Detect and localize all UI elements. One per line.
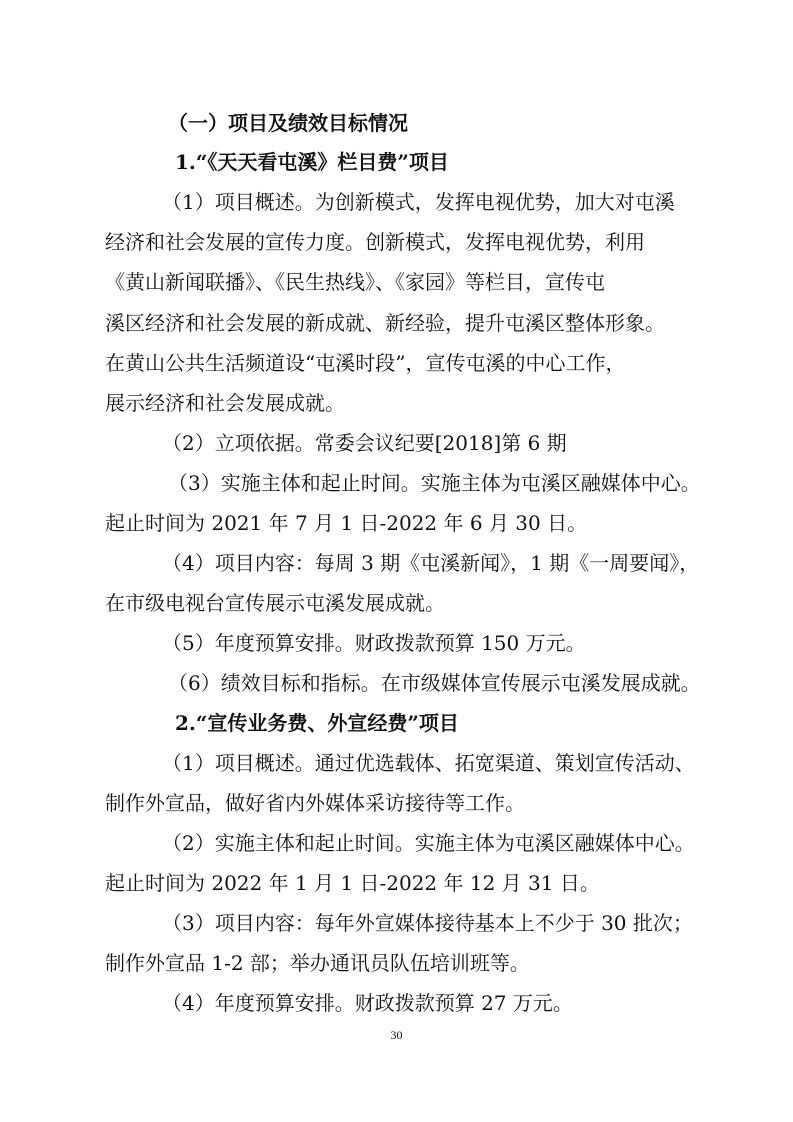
project2-subject-line: 起止时间为 2022 年 1 月 1 日-2022 年 12 月 31 日。 xyxy=(105,871,600,895)
project1-content-line: 在市级电视台宣传展示屯溪发展成就。 xyxy=(105,591,445,615)
project1-content-line: （4）项目内容：每周 3 期《屯溪新闻》，1 期《一周要闻》， xyxy=(162,551,700,575)
project1-overview-line: （1）项目概述。为创新模式，发挥电视优势，加大对屯溪 xyxy=(162,190,675,214)
project2-subject-line: （2）实施主体和起止时间。实施主体为屯溪区融媒体中心。 xyxy=(162,831,695,855)
project2-title: 2.“宣传业务费、外宣经费”项目 xyxy=(175,711,459,735)
project1-subject-line: 起止时间为 2021 年 7 月 1 日-2022 年 6 月 30 日。 xyxy=(105,511,588,535)
project1-overview-line: 溪区经济和社会发展的新成就、新经验，提升屯溪区整体形象。 xyxy=(105,311,665,335)
project2-content-line: （3）项目内容：每年外宣媒体接待基本上不少于 30 批次； xyxy=(162,911,693,935)
page-number: 30 xyxy=(390,1028,403,1042)
project1-subject-line: （3）实施主体和起止时间。实施主体为屯溪区融媒体中心。 xyxy=(168,471,701,495)
project1-title: 1.“《天天看屯溪》栏目费”项目 xyxy=(175,150,449,174)
project2-overview-line: 制作外宣品，做好省内外媒体采访接待等工作。 xyxy=(105,791,525,815)
project1-overview-line: 展示经济和社会发展成就。 xyxy=(105,391,345,415)
project1-basis: （2）立项依据。常委会议纪要[2018]第 6 期 xyxy=(162,431,567,455)
project1-overview-line: 《黄山新闻联播》、《民生热线》、《家园》等栏目，宣传屯 xyxy=(105,270,605,294)
project1-goal: （6）绩效目标和指标。在市级媒体宣传展示屯溪发展成就。 xyxy=(168,671,701,695)
project2-overview-line: （1）项目概述。通过优选载体、拓宽渠道、策划宣传活动、 xyxy=(162,751,695,775)
project1-overview-line: 在黄山公共生活频道设“屯溪时段”，宣传屯溪的中心工作， xyxy=(105,351,626,375)
project2-budget: （4）年度预算安排。财政拨款预算 27 万元。 xyxy=(162,991,573,1015)
project1-overview-line: 经济和社会发展的宣传力度。创新模式，发挥电视优势，利用 xyxy=(105,230,645,254)
project2-content-line: 制作外宣品 1-2 部；举办通讯员队伍培训班等。 xyxy=(105,951,530,975)
project1-budget: （5）年度预算安排。财政拨款预算 150 万元。 xyxy=(162,631,586,655)
section-heading: （一）项目及绩效目标情况 xyxy=(168,111,408,135)
